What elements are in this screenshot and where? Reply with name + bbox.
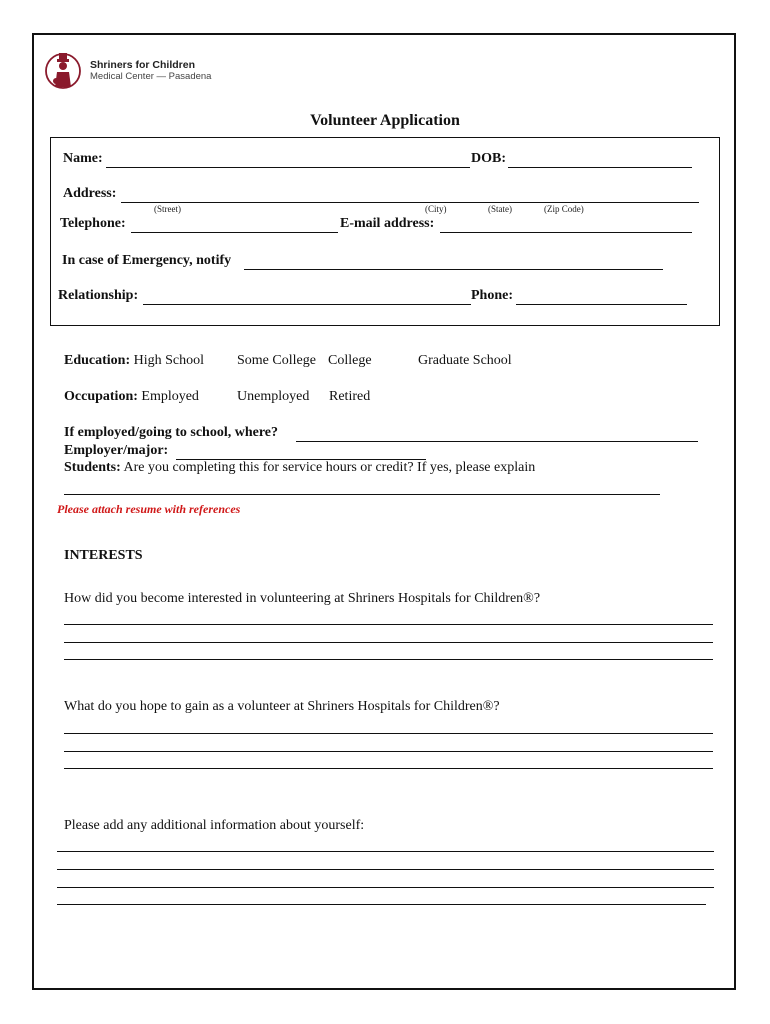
- name-field[interactable]: [106, 167, 470, 168]
- students-question: Are you completing this for service hours or credit? If yes, please explain: [123, 460, 536, 475]
- email-field[interactable]: [440, 232, 692, 233]
- answer-3-line-2[interactable]: [57, 869, 714, 870]
- education-row: [64, 353, 204, 369]
- answer-2-line-1[interactable]: [64, 733, 713, 734]
- answer-1-line-1[interactable]: [64, 624, 713, 625]
- name-label: Name:: [63, 151, 103, 166]
- occupation-option-retired[interactable]: Retired: [329, 389, 371, 404]
- relationship-label: Relationship:: [58, 288, 139, 303]
- education-label: Education:: [64, 353, 131, 368]
- state-hint: (State): [488, 204, 512, 214]
- students-row: [64, 460, 535, 476]
- answer-2-line-2[interactable]: [64, 751, 713, 752]
- education-option-college[interactable]: College: [328, 353, 372, 368]
- street-hint: (Street): [154, 204, 181, 214]
- dob-field[interactable]: [508, 167, 692, 168]
- emergency-contact-field[interactable]: [244, 269, 663, 270]
- city-hint: (City): [425, 204, 447, 214]
- interest-question-3: Please add any additional information about yourself:: [64, 818, 365, 833]
- document-title: Volunteer Application: [310, 112, 460, 129]
- education-option-high-school[interactable]: High School: [133, 353, 205, 368]
- telephone-label: Telephone:: [60, 216, 126, 231]
- employment-where-field[interactable]: [296, 441, 698, 442]
- employer-major-label: Employer/major:: [64, 443, 169, 458]
- answer-3-line-3[interactable]: [57, 887, 714, 888]
- zip-hint: (Zip Code): [544, 204, 584, 214]
- logo-name: Shriners for Children: [90, 59, 196, 71]
- emergency-label: In case of Emergency, notify: [62, 253, 232, 268]
- address-field[interactable]: [121, 202, 699, 203]
- education-option-graduate-school[interactable]: Graduate School: [418, 353, 512, 368]
- answer-1-line-3[interactable]: [64, 659, 713, 660]
- students-explain-field[interactable]: [64, 494, 660, 495]
- interests-heading: INTERESTS: [64, 548, 143, 563]
- interest-question-2: What do you hope to gain as a volunteer at Shriners Hospitals for Children®?: [64, 699, 500, 714]
- dob-label: DOB:: [471, 151, 506, 166]
- shriners-logo-icon: [44, 49, 82, 93]
- attach-resume-note: Please attach resume with references: [57, 502, 241, 516]
- students-label: Students:: [64, 460, 121, 475]
- occupation-option-unemployed[interactable]: Unemployed: [237, 389, 310, 404]
- email-label: E-mail address:: [340, 216, 435, 231]
- relationship-field[interactable]: [143, 304, 471, 305]
- answer-3-line-4[interactable]: [57, 904, 706, 905]
- phone-label: Phone:: [471, 288, 513, 303]
- telephone-field[interactable]: [131, 232, 338, 233]
- occupation-option-employed[interactable]: Employed: [141, 389, 199, 404]
- phone-field[interactable]: [516, 304, 687, 305]
- address-label: Address:: [63, 186, 117, 201]
- occupation-label: Occupation:: [64, 389, 138, 404]
- answer-2-line-3[interactable]: [64, 768, 713, 769]
- answer-1-line-2[interactable]: [64, 642, 713, 643]
- education-option-some-college[interactable]: Some College: [237, 353, 316, 368]
- employment-where-label: If employed/going to school, where?: [64, 425, 279, 440]
- logo-subtitle: Medical Center — Pasadena: [90, 71, 212, 82]
- interest-question-1: How did you become interested in volunteering at Shriners Hospitals for Children®?: [64, 591, 541, 606]
- answer-3-line-1[interactable]: [57, 851, 714, 852]
- occupation-row: [64, 389, 199, 405]
